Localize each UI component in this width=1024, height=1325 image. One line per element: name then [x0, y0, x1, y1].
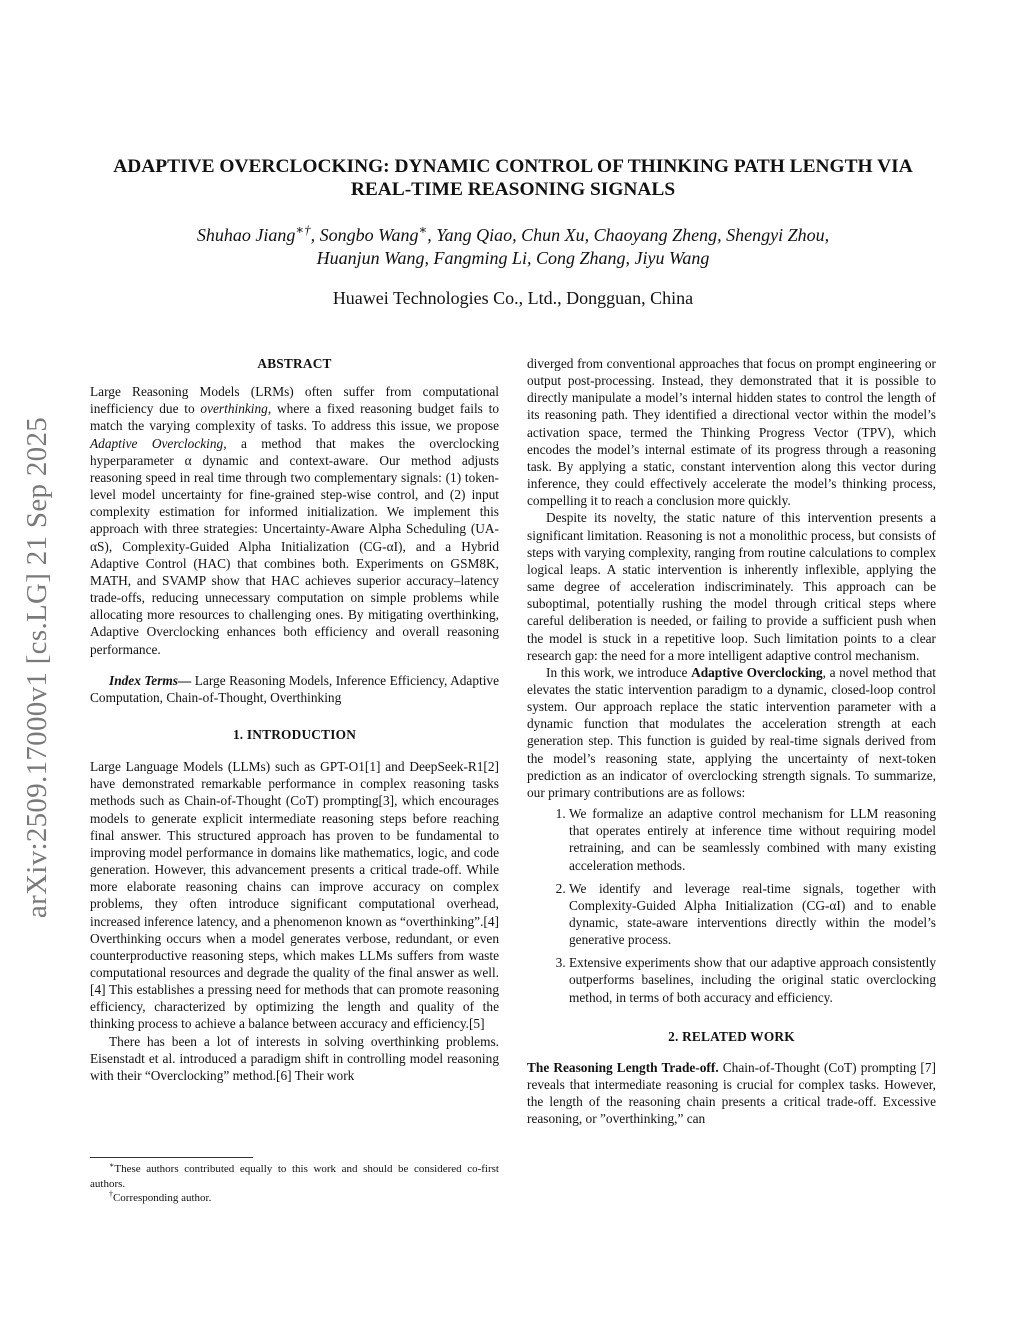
footnote-2-text: Corresponding author. — [112, 1192, 212, 1204]
intro-p4-text-a: In this work, we introduce — [546, 664, 692, 680]
intro-p4-text-b: , a novel method that elevates the static intervention paradigm to a dynamic, closed-loop control system. Our approach replace the static intervention parameter with a dynamic function that modulates the acceleration strength at each generation step. This function is guided by real-time signals derived from the model’s reasoning state, applying the uncertainty of next-token prediction as an indicator of overclocking strength signals. To summarize, our primary contributions are as follows: — [527, 664, 936, 800]
left-column — [90, 355, 499, 1084]
abstract-heading: ABSTRACT — [257, 356, 332, 371]
footnote-rule — [90, 1157, 253, 1158]
footnote-1 — [90, 1162, 499, 1191]
paper-title: ADAPTIVE OVERCLOCKING: DYNAMIC CONTROL OF THINKING PATH LENGTH VIA REAL-TIME REASONING SIGNALS — [113, 156, 913, 200]
contribution-item: 2. We identify and leverage real-time signals, together with Complexity-Guided Alpha Initialization (CG-αI) and to enable dynamic, state-aware interventions directly within the model’s generative process. — [569, 880, 936, 949]
index-terms — [90, 672, 499, 706]
author-second: , Songbo Wang — [310, 225, 419, 245]
author-lead-mark: ∗† — [295, 222, 311, 237]
author-line-2: Huanjun Wang, Fangming Li, Cong Zhang, Jiyu Wang — [316, 248, 710, 268]
intro-paragraph-3: Despite its novelty, the static nature of this intervention presents a significant limitation. Reasoning is not a monolithic process, but consists of steps with varying complexity, ranging from routine calculations to complex logical leaps. A static intervention is inherently inflexible, applying the same degree of acceleration indiscriminately. This approach can be suboptimal, potentially rushing the model through critical steps where careful deliberation is needed, or failing to provide a sufficient push when the model is stuck in a repetitive loop. Such limitation points to a clear research gap: the need for a more intelligent adaptive control mechanism. — [527, 510, 936, 663]
related-work-paragraph — [527, 1059, 936, 1128]
author-second-mark: ∗ — [418, 222, 428, 237]
intro-paragraph-1: Large Language Models (LLMs) such as GPT-O1[1] and DeepSeek-R1[2] have demonstrated remarkable performance in complex reasoning tasks methods such as Chain-of-Thought (CoT) prompting[3], which encourages models to generate explicit intermediate reasoning steps before reaching final answer. This structured approach has proven to be fundamental to improving model performance in domains like mathematics, logic, and code generation. However, this advancement presents a critical trade-off. While more elaborate reasoning chains can improve accuracy on complex problems, they often introduce significant computational overhead, increased inference latency, and a phenomenon known as “overthinking”.[4] Overthinking occurs when a model generates verbose, redundant, or even counterproductive reasoning steps, which makes LLMs suffers from waste computational resources and degrade the quality of the final answer as well.[4] This establishes a pressing need for methods that can promote reasoning efficiency, characterized by optimizing the length and quality of the thinking process to achieve a balance between accuracy and efficiency.[5] — [90, 759, 499, 1032]
footnote-2 — [90, 1191, 499, 1206]
footnote-2-mark: † — [109, 1189, 113, 1199]
footnotes — [90, 1157, 499, 1206]
abstract-text-a: Large Reasoning Models (LRMs) often suffer from computational inefficiency due to — [90, 384, 499, 417]
contributions-list — [527, 805, 936, 1006]
intro-paragraph-4 — [527, 664, 936, 801]
index-terms-text: Large Reasoning Models, Inference Efficiency, Adaptive Computation, Chain-of-Thought, Overthinking — [90, 672, 499, 705]
intro-paragraph-2-continued: diverged from conventional approaches that focus on prompt engineering or output post-processing. Instead, they demonstrated that it is possible to directly manipulate a model’s internal hidden states to control the length of its reasoning path. They identified a directional vector within the model’s activation space, termed the Thinking Progress Vector (TPV), which encodes the model’s internal estimate of its progress through a reasoning task. By applying a static, constant intervention along this vector during inference, they could effectively accelerate the model’s thinking process, compelling it to reach a conclusion more quickly. — [527, 356, 936, 509]
intro-heading: 1. INTRODUCTION — [232, 726, 357, 742]
intro-paragraph-2: There has been a lot of interests in solving overthinking problems. Eisenstadt et al. introduced a paradigm shift in controlling model reasoning with their “Overclocking” method.[6] Their work — [90, 1033, 499, 1083]
related-work-lead-period: . — [715, 1059, 719, 1075]
author-line-1 — [90, 224, 936, 247]
author-rest: , Yang Qiao, Chun Xu, Chaoyang Zheng, Shengyi Zhou, — [427, 225, 830, 245]
intro-p4-method-name: Adaptive Overclocking — [691, 664, 823, 680]
footnote-1-mark: ∗ — [109, 1160, 115, 1170]
affiliation: Huawei Technologies Co., Ltd., Dongguan, China — [332, 288, 694, 308]
contribution-item: 1. We formalize an adaptive control mechanism for LLM reasoning that operates entirely at inference time without requiring model retraining, and can be seamlessly combined with many existing acceleration methods. — [569, 805, 936, 874]
related-work-text: Chain-of-Thought (CoT) prompting [7] reveals that intermediate reasoning is crucial for complex tasks. However, the length of the reasoning chain presents a critical trade-off. Excessive reasoning, or ”overthinking,” can — [527, 1059, 936, 1127]
footnote-1-text: These authors contributed equally to this work and should be considered co-first authors. — [90, 1163, 499, 1190]
abstract-emph-method: Adaptive Overclocking — [90, 435, 224, 451]
right-column — [527, 355, 936, 1128]
related-work-lead: The Reasoning Length Trade-off — [527, 1059, 716, 1075]
abstract-text-b: , where a fixed reasoning budget fails to match the varying complexity of tasks. To address this issue, we propose — [90, 401, 499, 434]
arxiv-identifier-stamp — [16, 372, 60, 962]
contribution-item: 3. Extensive experiments show that our adaptive approach consistently outperforms baselines, including the original static overclocking method, in terms of both accuracy and efficiency. — [569, 954, 936, 1005]
arxiv-identifier-text: arXiv:2509.17000v1 [cs.LG] 21 Sep 2025 — [21, 416, 54, 918]
index-terms-label: Index Terms— — [109, 672, 192, 688]
author-lead: Shuhao Jiang — [196, 225, 296, 245]
abstract-body — [90, 383, 499, 658]
abstract-emph-overthinking: overthinking — [200, 401, 268, 417]
related-work-heading: 2. RELATED WORK — [668, 1028, 795, 1044]
abstract-text-c: , a method that makes the overclocking hyperparameter α dynamic and context-aware. Our method adjusts reasoning speed in real time through two complementary signals: (1) token-level model uncertainty for fine-grained step-wise control, and (2) input complexity estimation for informed initialization. We implement this approach with three strategies: Uncertainty-Aware Alpha Scheduling (UA-αS), Complexity-Guided Alpha Initialization (CG-αI), and a Hybrid Adaptive Control (HAC) that combines both. Experiments on GSM8K, MATH, and SVAMP show that HAC achieves superior accuracy–latency trade-offs, reducing unnecessary computation on simple problems while allocating more resources to challenging ones. By mitigating overthinking, Adaptive Overclocking enhances both efficiency and overall reasoning performance. — [90, 435, 500, 657]
author-list — [90, 224, 936, 270]
